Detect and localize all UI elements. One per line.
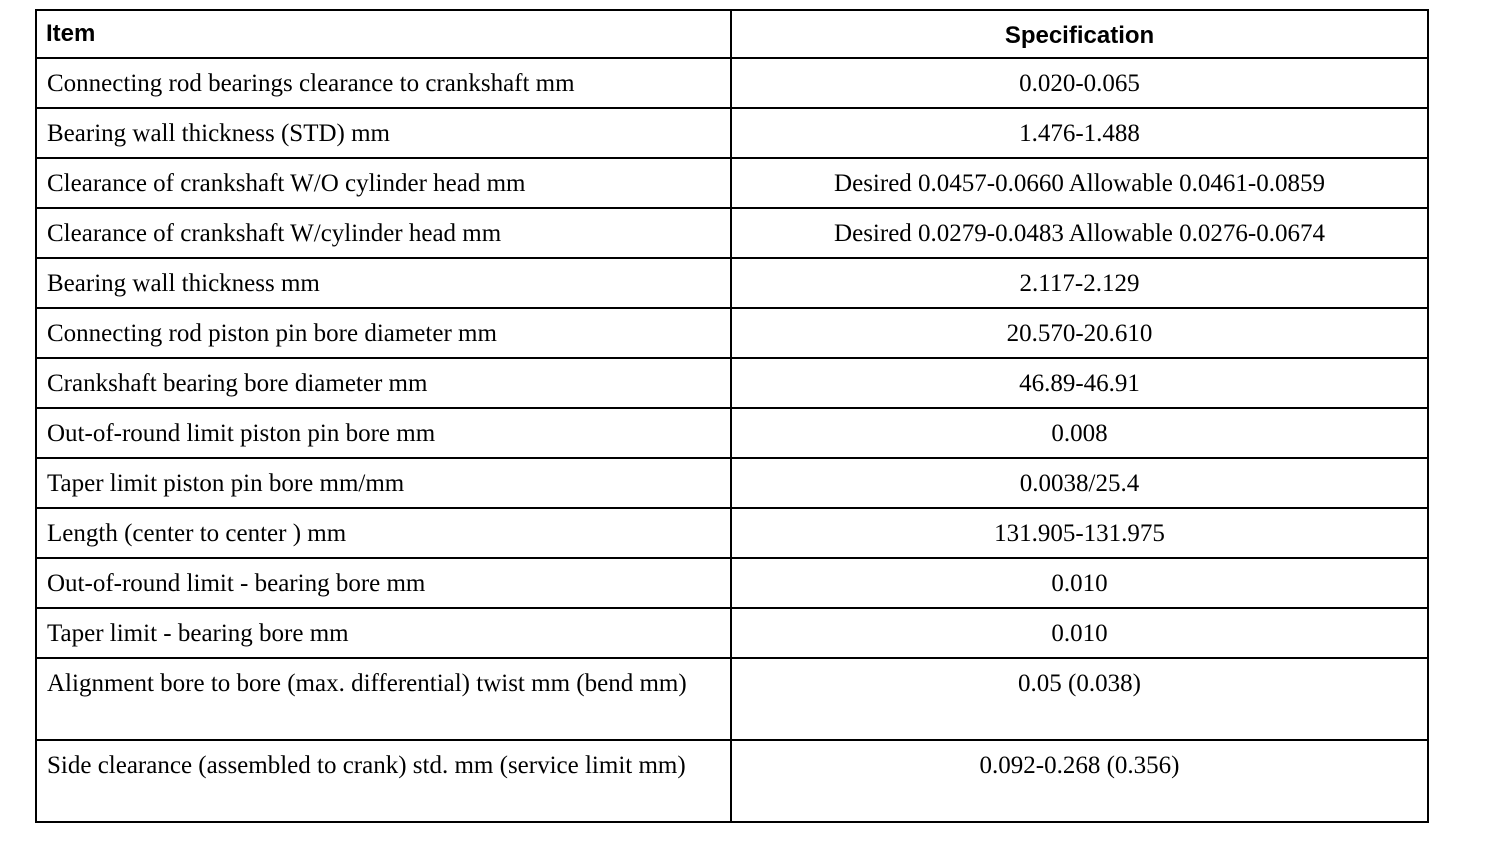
table-row	[36, 308, 1428, 358]
item-cell: Length (center to center ) mm	[36, 508, 731, 558]
spec-cell: 20.570-20.610	[731, 308, 1428, 358]
item-cell: Connecting rod bearings clearance to crankshaft mm	[36, 58, 731, 108]
table-row	[36, 558, 1428, 608]
table-row	[36, 458, 1428, 508]
table-row	[36, 108, 1428, 158]
item-cell: Side clearance (assembled to crank) std. mm (service limit mm)	[36, 740, 731, 822]
table-row	[36, 508, 1428, 558]
spec-cell: Desired 0.0279-0.0483 Allowable 0.0276-0.0674	[731, 208, 1428, 258]
spec-cell: 0.010	[731, 558, 1428, 608]
table-row	[36, 58, 1428, 108]
spec-cell: 2.117-2.129	[731, 258, 1428, 308]
table-row	[36, 658, 1428, 740]
spec-cell: 0.05 (0.038)	[731, 658, 1428, 740]
item-cell: Out-of-round limit - bearing bore mm	[36, 558, 731, 608]
table-row	[36, 358, 1428, 408]
spec-cell: 0.008	[731, 408, 1428, 458]
header-specification: Specification	[731, 10, 1428, 58]
table-row	[36, 158, 1428, 208]
table-row	[36, 208, 1428, 258]
spec-cell: 0.092-0.268 (0.356)	[731, 740, 1428, 822]
item-cell: Bearing wall thickness (STD) mm	[36, 108, 731, 158]
item-cell: Taper limit piston pin bore mm/mm	[36, 458, 731, 508]
item-cell: Connecting rod piston pin bore diameter mm	[36, 308, 731, 358]
item-cell: Bearing wall thickness mm	[36, 258, 731, 308]
item-cell: Out-of-round limit piston pin bore mm	[36, 408, 731, 458]
header-item: Item	[36, 10, 731, 58]
table-row	[36, 608, 1428, 658]
spec-cell: 46.89-46.91	[731, 358, 1428, 408]
table-row	[36, 258, 1428, 308]
table-row	[36, 740, 1428, 822]
spec-cell: 0.010	[731, 608, 1428, 658]
specifications-table	[35, 9, 1429, 823]
header-row	[36, 10, 1428, 58]
item-cell: Taper limit - bearing bore mm	[36, 608, 731, 658]
table-row	[36, 408, 1428, 458]
spec-cell: 1.476-1.488	[731, 108, 1428, 158]
item-cell: Clearance of crankshaft W/cylinder head mm	[36, 208, 731, 258]
spec-cell: 131.905-131.975	[731, 508, 1428, 558]
spec-cell: Desired 0.0457-0.0660 Allowable 0.0461-0.0859	[731, 158, 1428, 208]
spec-cell: 0.0038/25.4	[731, 458, 1428, 508]
spec-cell: 0.020-0.065	[731, 58, 1428, 108]
item-cell: Crankshaft bearing bore diameter mm	[36, 358, 731, 408]
item-cell: Clearance of crankshaft W/O cylinder head mm	[36, 158, 731, 208]
item-cell: Alignment bore to bore (max. differential) twist mm (bend mm)	[36, 658, 731, 740]
